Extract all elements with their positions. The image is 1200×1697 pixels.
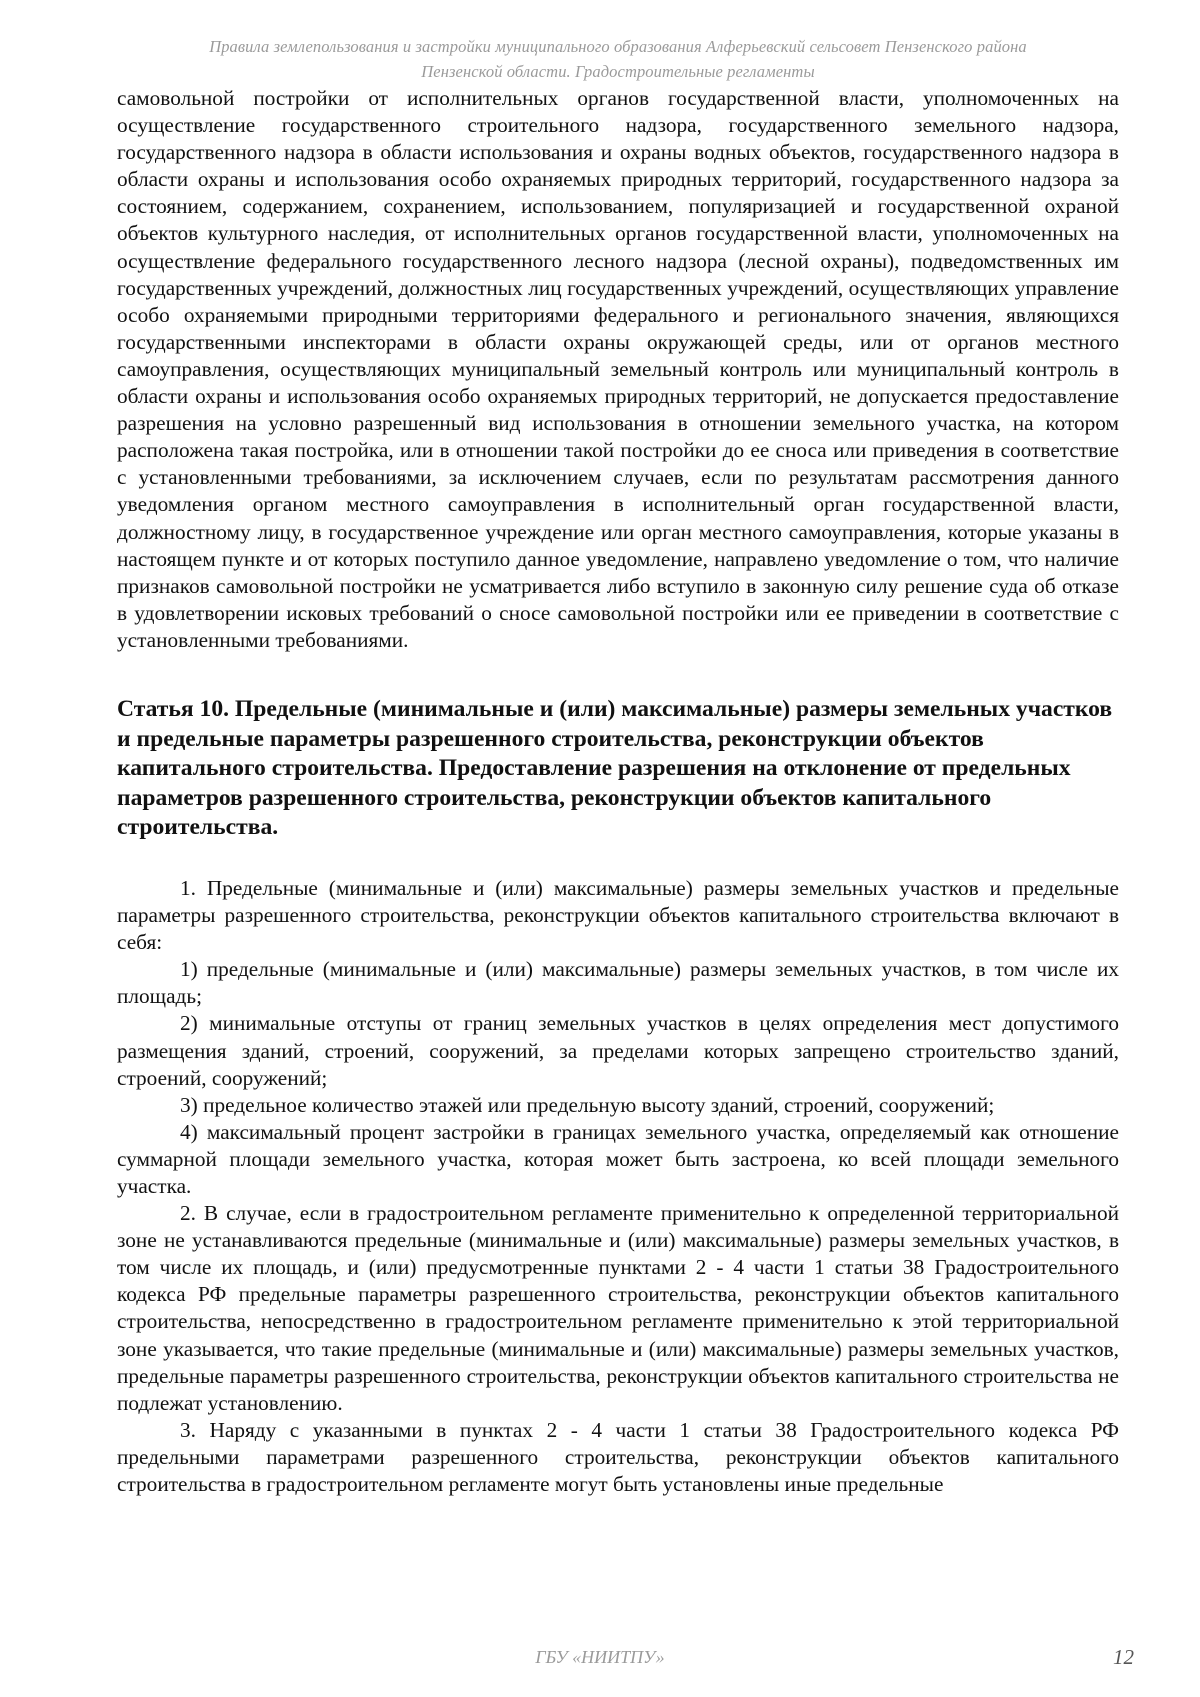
paragraph-1: 1. Предельные (минимальные и (или) максимальные) размеры земельных участков и предельные параметры разрешенного строительства, реконструкции объектов капитального строительства включают в себя: bbox=[117, 875, 1119, 955]
running-header-line-1: Правила землепользования и застройки муниципального образования Алферьевский сельсовет Пензенского района bbox=[209, 37, 1027, 56]
document-body bbox=[117, 85, 1119, 1498]
running-header bbox=[118, 34, 1118, 84]
paragraph-2: 2. В случае, если в градостроительном регламенте применительно к определенной территориальной зоне не устанавливаются предельные (минимальные и (или) максимальные) размеры земельных участков, в том числе их площадь, и (или) предусмотренные пунктами 2 - 4 части 1 статьи 38 Градостроительного кодекса РФ предельные параметры разрешенного строительства, реконструкции объектов капитального строительства, непосредственно в градостроительном регламенте применительно к этой территориальной зоне указывается, что такие предельные (минимальные и (или) максимальные) размеры земельных участков, предельные параметры разрешенного строительства, реконструкции объектов капитального строительства не подлежат установлению. bbox=[117, 1201, 1119, 1415]
subitem-2: 2) минимальные отступы от границ земельных участков в целях определения мест допустимого размещения зданий, строений, сооружений, за пределами которых запрещено строительство зданий, строений, сооружений; bbox=[117, 1011, 1119, 1090]
subitem-3: 3) предельное количество этажей или предельную высоту зданий, строений, сооружений; bbox=[180, 1092, 995, 1117]
continuation-paragraph: самовольной постройки от исполнительных органов государственной власти, уполномоченных на осуществление государственного строительного надзора, государственного земельного надзора, государственного надзора в области использования и охраны водных объектов, государственного надзора в области охраны и использования особо охраняемых природных территорий, государственного надзора за состоянием, содержанием, сохранением, использованием, популяризацией и государственной охраной объектов культурного наследия, от исполнительных органов государственной власти, уполномоченных на осуществление федерального государственного лесного надзора (лесной охраны), подведомственных им государственных учреждений, должностных лиц государственных учреждений, осуществляющих управление особо охраняемыми природными территориями федерального и регионального значения, являющихся государственными инспекторами в области охраны окружающей среды, или от органов местного самоуправления, осуществляющих муниципальный земельный контроль или муниципальный контроль в области охраны и использования особо охраняемых природных территорий, не допускается предоставление разрешения на условно разрешенный вид использования в отношении земельного участка, на котором расположена такая постройка, или в отношении такой постройки до ее сноса или приведения в соответствие с установленными требованиями, за исключением случаев, если по результатам рассмотрения данного уведомления органом местного самоуправления в исполнительный орган государственной власти, должностному лицу, в государственное учреждение или орган местного самоуправления, которые указаны в настоящем пункте и от которых поступило данное уведомление, направлено уведомление о том, что наличие признаков самовольной постройки не усматривается либо вступило в законную силу решение суда об отказе в удовлетворении исковых требований о сносе самовольной постройки или ее приведении в соответствие с установленными требованиями. bbox=[117, 86, 1119, 652]
subitem-1: 1) предельные (минимальные и (или) максимальные) размеры земельных участков, в том числе их площадь; bbox=[117, 957, 1119, 1009]
article-heading: Статья 10. Предельные (минимальные и (или) максимальные) размеры земельных участков и предельные параметры разрешенного строительства, реконструкции объектов капитального строительства. Предоставление разрешения на отклонение от предельных параметров разрешенного строительства, реконструкции объектов капитального строительства. bbox=[117, 695, 1113, 841]
footer-organization: ГБУ «НИИТПУ» bbox=[535, 1647, 665, 1667]
page-number: 12 bbox=[1113, 1645, 1134, 1669]
paragraph-3: 3. Наряду с указанными в пунктах 2 - 4 части 1 статьи 38 Градостроительного кодекса РФ предельными параметрами разрешенного строительства, реконструкции объектов капитального строительства в градостроительном регламенте могут быть установлены иные предельные bbox=[117, 1417, 1119, 1496]
subitem-4: 4) максимальный процент застройки в границах земельного участка, определяемый как отношение суммарной площади земельного участка, которая может быть застроена, ко всей площади земельного участка. bbox=[117, 1119, 1119, 1198]
running-header-line-2: Пензенской области. Градостроительные регламенты bbox=[421, 62, 815, 81]
